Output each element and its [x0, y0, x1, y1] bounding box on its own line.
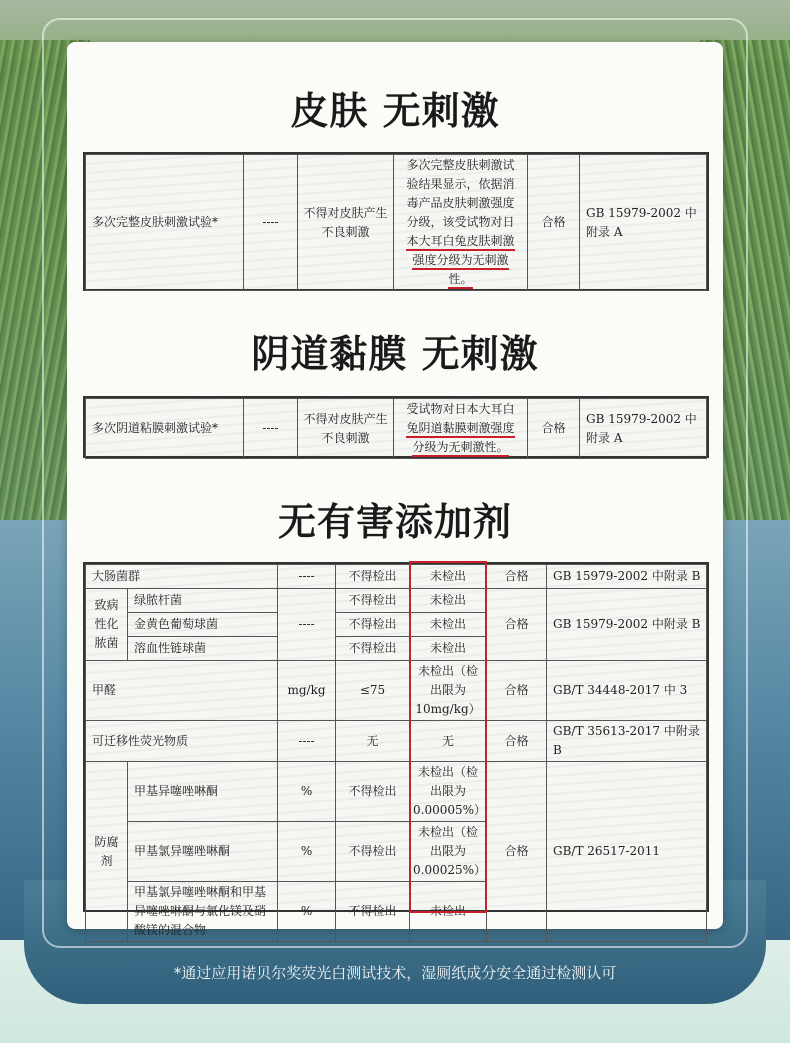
table-row: 大肠菌群 ---- 不得检出 未检出 合格 GB 15979-2002 中附录 B — [86, 565, 707, 589]
test-verdict: 合格 — [528, 155, 580, 291]
table-row: 可迁移性荧光物质 ---- 无 无 合格 GB/T 35613-2017 中附录 B — [86, 721, 707, 762]
test-result: 受试物对日本大耳白 兔阴道黏膜刺激强度 分级为无刺激性。 — [394, 399, 528, 459]
test-item: 多次阴道粘膜刺激试验* — [86, 399, 244, 459]
test-result: 多次完整皮肤刺激试 验结果显示，依据消 毒产品皮肤刺激强度 分级，该受试物对日 本大耳白兔皮肤刺激 强度分级为无刺激 性。 — [394, 155, 528, 291]
table-row: 甲醛 mg/kg ≤75 未检出（检出限为10mg/kg） 合格 GB/T 34448-2017 中 3 — [86, 661, 707, 721]
test-requirement: 不得对皮肤产生不良刺激 — [298, 155, 394, 291]
section-title-skin: 皮肤 无刺激 — [290, 89, 500, 133]
item-coliform: 大肠菌群 — [86, 565, 278, 589]
table-row: 防腐剂 甲基异噻唑啉酮 % 不得检出 未检出（检出限为0.00005%） 合格 GB/T 26517-2011 — [86, 762, 707, 822]
test-standard: GB 15979-2002 中附录 A — [580, 399, 707, 459]
test-unit: ---- — [244, 155, 298, 291]
test-unit: ---- — [244, 399, 298, 459]
item-formaldehyde: 甲醛 — [86, 661, 278, 721]
section-title-additives: 无有害添加剂 — [277, 500, 512, 544]
mucosa-test-document — [83, 396, 709, 458]
item-fluorescent: 可迁移性荧光物质 — [86, 721, 278, 762]
table-row: 金黄色葡萄球菌 不得检出 未检出 — [86, 613, 707, 637]
test-item: 多次完整皮肤刺激试验* — [86, 155, 244, 291]
table-row: 甲基氯异噻唑啉酮 % 不得检出 未检出（检出限为0.00025%） — [86, 822, 707, 882]
footnote: *通过应用诺贝尔奖荧光白测试技术，湿厕纸成分安全通过检测认可 — [173, 964, 617, 982]
group-pathogen: 致病性化脓菌 — [86, 589, 128, 661]
skin-test-document — [83, 152, 709, 291]
test-requirement: 不得对皮肤产生不良刺激 — [298, 399, 394, 459]
section-title-mucosa: 阴道黏膜 无刺激 — [251, 332, 539, 376]
table-row: 致病性化脓菌 绿脓杆菌 ---- 不得检出 未检出 合格 GB 15979-2002 中附录 B — [86, 589, 707, 613]
additive-test-document — [83, 562, 709, 937]
table-row — [86, 399, 707, 459]
table-row: 甲基氯异噻唑啉酮和甲基异噻唑啉酮与氯化镁及硝酸镁的混合物 % 不得检出 未检出 — [86, 882, 707, 942]
group-preservative: 防腐剂 — [86, 762, 128, 942]
test-verdict: 合格 — [528, 399, 580, 459]
table-row: 溶血性链球菌 不得检出 未检出 — [86, 637, 707, 661]
table-row — [86, 155, 707, 291]
test-standard: GB 15979-2002 中附录 A — [580, 155, 707, 291]
